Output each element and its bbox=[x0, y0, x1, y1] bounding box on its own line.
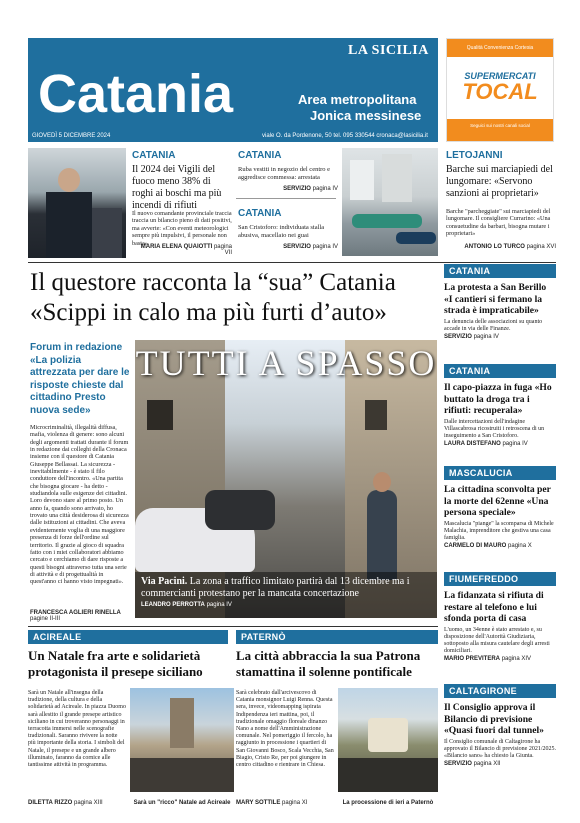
bottom-b1-headline[interactable]: Un Natale fra arte e solidarietà protagonista il presepe siciliano bbox=[28, 648, 203, 679]
top-a4-body: Barche "parcheggiate" sui marciapiedi del lungomare. Il consigliere Currarino: «Una consuetudine da barbari, bisogna mutare i proprietari» bbox=[446, 208, 551, 238]
bottom-b2-byline: MARY SOTTILE pagina XI bbox=[236, 800, 308, 806]
top-a1-byline: MARIA ELENA QUAIOTTI pagina VII bbox=[140, 244, 232, 256]
bottom-b1-body: Sarà un Natale all'insegna della tradizione, della cultura e della solidarietà ad Acireale. In piazza Duomo sarà allestito il grande presepe artistico siciliano in cui troveranno personaggi in terracotta immersi nelle scenografie tradizionali. Saranno rivivere la notte più importante della storia. I simboli del Natale, il presepe e un grande albero illuminato, faranno da cornice alle tantissime attività in programma. bbox=[28, 690, 126, 769]
masthead-subtitle-1: Area metropolitana bbox=[298, 92, 417, 107]
sidebar-item[interactable]: CATANIA La protesta a San Berillo «I cantieri si fermano la strada è impraticabile» La denuncia delle associazioni su quanto accade in via delle Finanze. SERVIZIO pagina IV bbox=[444, 264, 556, 340]
ad-supermercati: SUPERMERCATI bbox=[464, 71, 536, 81]
paterno-photo bbox=[338, 688, 438, 792]
top-a2-byline: SERVIZIO pagina IV bbox=[283, 186, 338, 192]
acireale-photo-caption: Sarà un "ricco" Natale ad Acireale bbox=[133, 800, 231, 806]
bottom-b2-body: Sarà celebrato dall'arcivescovo di Catania monsignor Luigi Renna. Questa sera, invece, videomapping ispirata Indipendenza ieri mattina, poi, il tradizionale omaggio floreale dinanzo Nano a nome dell'Amministrazione comunale. Nel pomeriggio il fercolo, ha raggiunto in processione i quartieri di San Giovanni Bosco, Scala Vecchia, San Biagio, Cristo Re, per poi giungere in centro cittadino e rientrare in Chiesa. bbox=[236, 690, 334, 769]
sidebar bbox=[444, 264, 556, 784]
tocal-advert[interactable] bbox=[446, 38, 554, 142]
top-a4-byline: ANTONIO LO TURCO pagina XVI bbox=[464, 244, 556, 250]
acireale-photo bbox=[130, 688, 234, 792]
bottom-b2-headline[interactable]: La città abbraccia la sua Patrona stamattina il solenne pontificale bbox=[236, 648, 421, 679]
main-headline-1[interactable]: Il questore racconta la “sua” Catania bbox=[30, 269, 396, 296]
newspaper-name: LA SICILIA bbox=[348, 43, 429, 58]
top-a2-tag: CATANIA bbox=[238, 150, 282, 161]
boats-photo bbox=[342, 148, 438, 256]
sidebar-item[interactable]: CATANIA Il capo-piazza in fuga «Ho buttato la droga tra i rifiuti: recuperala» Dalle intercettazioni dell'indagine Villascabrosa ricostruiti i retroscena di un inseguimento a San Cristoforo. LAURA DISTEFANO pagina IV bbox=[444, 364, 556, 447]
firefighters-photo bbox=[28, 148, 126, 258]
caption-bold: Via Pacini. bbox=[141, 576, 188, 587]
paterno-photo-caption: La processione di ieri a Paternò bbox=[342, 800, 434, 806]
top-a3-tag: CATANIA bbox=[238, 208, 282, 219]
bottom-b1-tag: ACIREALE bbox=[28, 630, 228, 644]
top-a2-headline[interactable]: Ruba vestiti in negozio del centro e aggredisce commessa: arrestata bbox=[238, 166, 331, 181]
contact-info: viale O. da Pordenone, 50 tel. 095 330544 cronaca@lasicilia.it bbox=[262, 133, 428, 139]
top-a1-body: Il nuovo comandante provinciale tracciа traccia un bilancio pieno di dati positivi, ma avverte: «Con eventi meteorologici sempre più impulsivi, il personale non basta» bbox=[132, 210, 232, 247]
main-byline: FRANCESCA AGLIERI RINELLA pagine II-III bbox=[30, 610, 121, 622]
main-photo-via-pacini bbox=[135, 340, 437, 618]
main-body: Microcriminalità, illegalità diffusa, mafia, violenza di genere: sono alcuni degli argomenti trattati durante il forum in redazione dai colleghi della Cronaca insieme con il questore di Catania Giuseppe Bellassai. La sicurezza - inevitabilmente - è stato il filo conduttore dell'incontro. «Una partita che bisogna giocare - ha detto - studiandola sulle esigenze dei cittadini. Loro devono stare al primo posto. Un anno fa, quando sono arrivato, ho trovato una città desiderosa di sicurezza dalle istituzioni ai cittadini. Che aveva evidentemente voglia di una maggiore presenza di forze dell'ordine sul territorio. Il grazie al gioco di squadra fatto con i miei collaboratori abbiamo cercato e cerchiamo di dare risposte a questi bisogni attraverso tutta una serie di attività e di progettualità in quest'anno ci hanno visto impegnati». bbox=[30, 424, 129, 586]
top-a4-tag: LETOJANNI bbox=[446, 150, 503, 161]
top-a1-tag: CATANIA bbox=[132, 150, 176, 161]
issue-date: GIOVEDÌ 5 DICEMBRE 2024 bbox=[32, 133, 111, 139]
bottom-b2-tag: PATERNÒ bbox=[236, 630, 438, 644]
section-title: Catania bbox=[38, 64, 234, 124]
ad-footer: Seguici sui nostri canali social bbox=[447, 119, 553, 141]
photo-title: TUTTI A SPASSO bbox=[135, 343, 437, 383]
main-kicker: Forum in redazione «La polizia attrezzata per dare le risposte chieste dal cittadino Presto nuova sede» bbox=[30, 342, 130, 416]
ad-header: Qualità Convenienza Cortesia bbox=[447, 39, 553, 57]
top-a3-byline: SERVIZIO pagina IV bbox=[283, 244, 338, 250]
top-a3-headline[interactable]: San Cristoforo: individuata stalla abusiva, macellaio nei guai bbox=[238, 224, 325, 239]
top-a1-headline[interactable]: Il 2024 dei Vigili del fuoco meno 38% di roghi ai boschi ma più incendi di rifiuti bbox=[132, 164, 222, 211]
sidebar-item[interactable]: MASCALUCIA La cittadina sconvolta per la morte del 62enne «Una persona speciale» Mascalucia "piange" la scomparsa di Michele Malachia, imprenditore che gestiva una casa famiglia. CARMELO DI MAURO pagina X bbox=[444, 466, 556, 549]
caption-text: La zona a traffico limitato partirà dal 13 dicembre ma i commercianti protestano per la mancata concertazione bbox=[141, 576, 410, 599]
main-headline-2[interactable]: «Scippi in calo ma più furti d’auto» bbox=[30, 299, 387, 326]
photo-caption: Via Pacini. La zona a traffico limitato partirà dal 13 dicembre ma i commercianti protestano per la mancata concertazione LEANDRO PERROTTA pagina IV bbox=[135, 572, 437, 618]
sidebar-item[interactable]: CALTAGIRONE Il Consiglio approva il Bilancio di previsione «Quasi fuori dal tunnel» Il Consiglio comunale di Caltagirone ha approvato il Bilancio di previsione 2021/2025. «Bilancio sano» ha chiesto la Giunta. SERVIZIO pagina XII bbox=[444, 686, 556, 767]
ad-brand: TOCAL bbox=[462, 79, 538, 104]
masthead-subtitle-2: Jonica messinese bbox=[310, 108, 422, 123]
top-a4-headline[interactable]: Barche sui marciapiedi del lungomare: «Servono sanzioni ai proprietari» bbox=[446, 164, 553, 199]
sidebar-item[interactable]: FIUMEFREDDO La fidanzata si rifiuta di restare al telefono e lui sfonda porta di casa L'uomo, un 34enne è stato arrestato e, su disposizione dell'Autorità Giudiziaria, sottoposto alla misura cautelare degli arresti domiciliari. MARIO PREVITERA pagina XIV bbox=[444, 572, 556, 662]
bottom-b1-byline: DILETTA RIZZO pagina XIII bbox=[28, 800, 103, 806]
